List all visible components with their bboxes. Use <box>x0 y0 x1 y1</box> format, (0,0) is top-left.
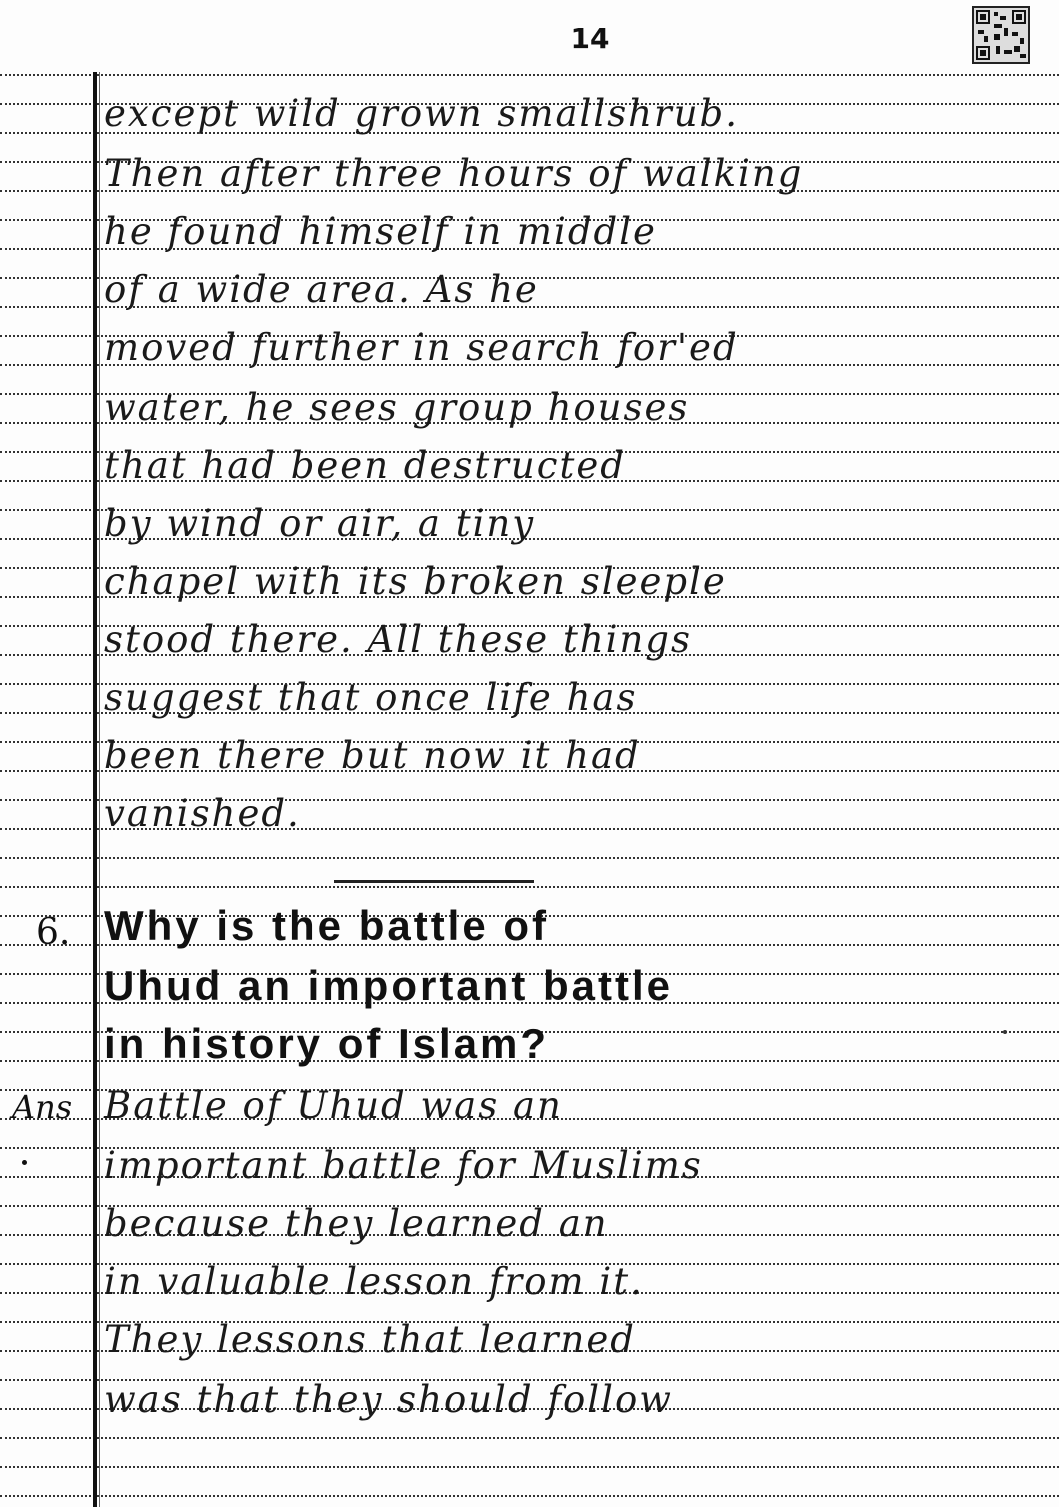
answer-line: moved further in search for'ed <box>104 326 739 369</box>
answer-line: in valuable lesson from it. <box>104 1260 644 1303</box>
ruled-line <box>0 857 1059 859</box>
section-divider <box>334 880 534 883</box>
answer-line: Then after three hours of walking <box>104 152 804 195</box>
answer-line: chapel with its broken sleeple <box>104 560 727 603</box>
ruled-line <box>0 74 1059 76</box>
margin-line <box>93 72 97 1507</box>
answer-line: because they learned an <box>104 1202 609 1245</box>
stray-mark <box>1003 1030 1007 1034</box>
answer-line: that had been destructed <box>104 444 626 487</box>
page-number: 14 <box>570 22 610 55</box>
answer-line: vanished. <box>104 792 301 835</box>
answer-label: Ans <box>12 1088 73 1126</box>
ruled-line <box>0 1466 1059 1468</box>
answer-line: suggest that once life has <box>104 676 638 719</box>
qr-code-icon <box>972 6 1030 64</box>
ruled-line <box>0 1495 1059 1497</box>
question-line: Uhud an important battle <box>104 962 673 1009</box>
answer-line: Battle of Uhud was an <box>104 1084 563 1127</box>
answer-line: They lessons that learned <box>104 1318 636 1361</box>
answer-line: except wild grown smallshrub. <box>104 92 739 135</box>
answer-line: he found himself in middle <box>104 210 657 253</box>
question-line: in history of Islam? <box>104 1020 550 1067</box>
answer-line: been there but now it had <box>104 734 641 777</box>
margin-line-inner <box>99 72 100 1507</box>
ruled-line <box>0 1437 1059 1439</box>
answer-line: water, he sees group houses <box>104 386 690 429</box>
answer-line: important battle for Muslims <box>104 1144 703 1187</box>
answer-line: was that they should follow <box>104 1378 673 1421</box>
stray-mark <box>22 1160 27 1165</box>
answer-line: by wind or air, a tiny <box>104 502 536 545</box>
ruled-line <box>0 886 1059 888</box>
answer-line: of a wide area. As he <box>104 268 539 311</box>
answer-line: stood there. All these things <box>104 618 692 661</box>
question-number: 6. <box>36 912 71 953</box>
question-line: Why is the battle of <box>104 902 550 949</box>
